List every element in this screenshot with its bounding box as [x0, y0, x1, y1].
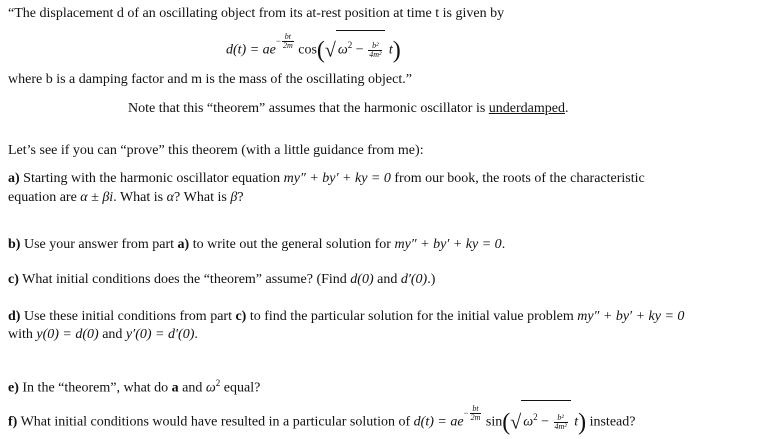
part-f-exponent: − bt 2m: [463, 404, 481, 423]
part-a-label: a): [8, 171, 20, 186]
formula-cos: cos: [298, 42, 317, 58]
part-f: f) What initial conditions would have resulted in a particular solution of $d(t) = ae^{- \frac{bt}{2m}}$ sin(√ $\omega^2$ − $\frac{\text{b²}}{\text{4m²}}$ t) instead?: [8, 400, 635, 432]
ode-equation: my″ + by′ + ky = 0: [283, 171, 391, 186]
part-f-label: f): [8, 414, 18, 430]
part-a-line-1: a) Starting with the harmonic oscillator equation my″ + by′ + ky = 0 from our book, the roots of the characteristic: [8, 171, 645, 186]
sqrt-sign: √: [324, 39, 336, 62]
part-d-line-2: with y(0) = d(0) and y′(0) = d′(0).: [8, 327, 198, 342]
formula-exponent: − bt 2m: [275, 32, 293, 51]
underdamped-note: Note that this “theorem” assumes that the harmonic oscillator is underdamped.: [128, 101, 569, 116]
part-e-label: e): [8, 380, 19, 396]
part-d-line-1: d) Use these initial conditions from part c) to find the particular solution for the initial value problem my″ + by′ + ky = 0: [8, 309, 685, 324]
intro-text: “The displacement d of an oscillating object from its at-rest position at time t is given by: [8, 6, 505, 21]
formula-lhs: d(t) = ae: [226, 42, 276, 58]
part-e: e) In the “theorem”, what do a and $\omega^2$ equal?: [8, 378, 261, 396]
roots-expression: α ± βi: [80, 190, 114, 205]
part-a-line-2: equation are α ± βi. What is α? What is β?: [8, 190, 244, 205]
part-c-label: c): [8, 272, 19, 287]
formula-radicand: $\omega^2$ − $\frac{\text{b²}}{\text{4m²}}$: [336, 30, 385, 65]
underdamped-term: underdamped: [488, 101, 565, 116]
lead-sentence: Let’s see if you can “prove” this theorem (with a little guidance from me):: [8, 143, 424, 158]
intro-line-1: [8, 6, 504, 22]
part-d-label: d): [8, 309, 21, 324]
intro-line-3: where b is a damping factor and m is the mass of the oscillating object.”: [8, 72, 412, 87]
part-b: b) Use your answer from part a) to write out the general solution for my″ + by′ + ky = 0.: [8, 237, 506, 252]
part-c: c) What initial conditions does the “theorem” assume? (Find d(0) and d′(0).): [8, 272, 436, 287]
displacement-formula: $d(t) = ae^{- \frac{bt}{2m}}$ cos(√ $\omega^2$ − $\frac{\text{b²}}{\text{4m²}}$ t): [226, 30, 401, 58]
sqrt-sign-f: √: [510, 411, 522, 434]
part-b-label: b): [8, 237, 21, 252]
